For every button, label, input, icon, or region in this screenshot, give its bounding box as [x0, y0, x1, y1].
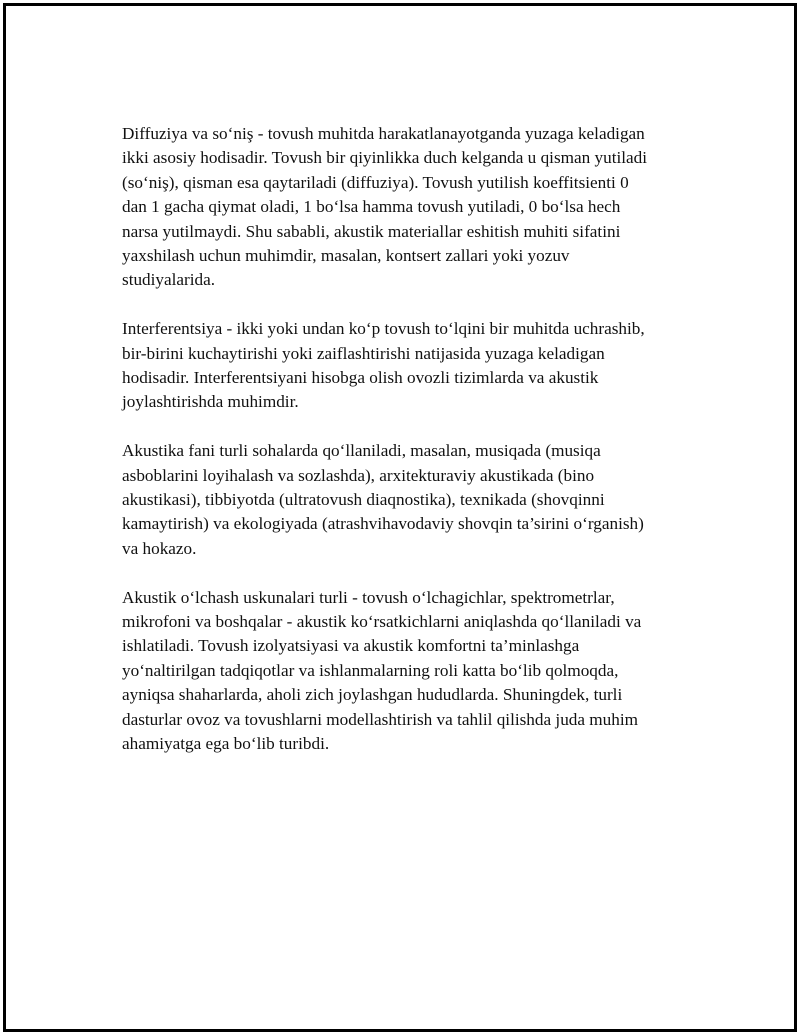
text-line: ahamiyatga ega bo‘lib turibdi.	[122, 734, 330, 754]
paragraph-interference	[122, 317, 694, 415]
text-line: ishlatiladi. Tovush izolyatsiyasi va akustik komfortni ta’minlashga	[122, 636, 580, 656]
text-line: studiyalarida.	[122, 270, 216, 290]
text-line: Akustik o‘lchash uskunalari turli - tovush o‘lchagichlar, spektrometrlar,	[122, 587, 615, 607]
text-line: (so‘niş), qisman esa qaytariladi (diffuziya). Tovush yutilish koeffitsienti 0	[122, 172, 629, 192]
text-line: hodisadir. Interferentsiyani hisobga olish ovozli tizimlarda va akustik	[122, 368, 599, 388]
text-line: mikrofoni va boshqalar - akustik ko‘rsatkichlarni aniqlashda qo‘llaniladi va	[122, 612, 642, 632]
paragraph-applications	[122, 439, 694, 561]
paragraph-diffusion	[122, 122, 694, 293]
page-border	[3, 3, 797, 1032]
text-line: joylashtirishda muhimdir.	[122, 392, 299, 412]
text-line: ikki asosiy hodisadir. Tovush bir qiyinlikka duch kelganda u qisman yutiladi	[122, 148, 648, 168]
document-body	[122, 122, 694, 781]
text-line: yo‘naltirilgan tadqiqotlar va ishlanmalarning roli katta bo‘lib qolmoqda,	[122, 660, 619, 680]
text-line: va hokazo.	[122, 538, 197, 558]
text-line: akustikasi), tibbiyotda (ultratovush diaqnostika), texnikada (shovqinni	[122, 490, 605, 510]
text-line: bir-birini kuchaytirishi yoki zaiflashtirishi natijasida yuzaga keladigan	[122, 343, 605, 363]
text-line: Akustika fani turli sohalarda qo‘llaniladi, masalan, musiqada (musiqa	[122, 441, 601, 461]
paragraph-measurement	[122, 586, 694, 757]
text-line: narsa yutilmaydi. Shu sababli, akustik materiallar eshitish muhiti sifatini	[122, 221, 621, 241]
text-line: dan 1 gacha qiymat oladi, 1 bo‘lsa hamma tovush yutiladi, 0 bo‘lsa hech	[122, 197, 621, 217]
text-line: yaxshilash uchun muhimdir, masalan, kontsert zallari yoki yozuv	[122, 246, 570, 266]
text-line: ayniqsa shaharlarda, aholi zich joylashgan hududlarda. Shuningdek, turli	[122, 685, 623, 705]
text-line: Diffuziya va so‘niş - tovush muhitda harakatlanayotganda yuzaga keladigan	[122, 124, 645, 143]
text-line: dasturlar ovoz va tovushlarni modellashtirish va tahlil qilishda juda muhim	[122, 709, 639, 729]
text-line: kamaytirish) va ekologiyada (atrashvihavodaviy shovqin ta’sirini o‘rganish)	[122, 514, 644, 534]
text-line: Interferentsiya - ikki yoki undan ko‘p tovush to‘lqini bir muhitda uchrashib,	[122, 319, 645, 339]
text-line: asboblarini loyihalash va sozlashda), arxitekturaviy akustikada (bino	[122, 465, 595, 485]
